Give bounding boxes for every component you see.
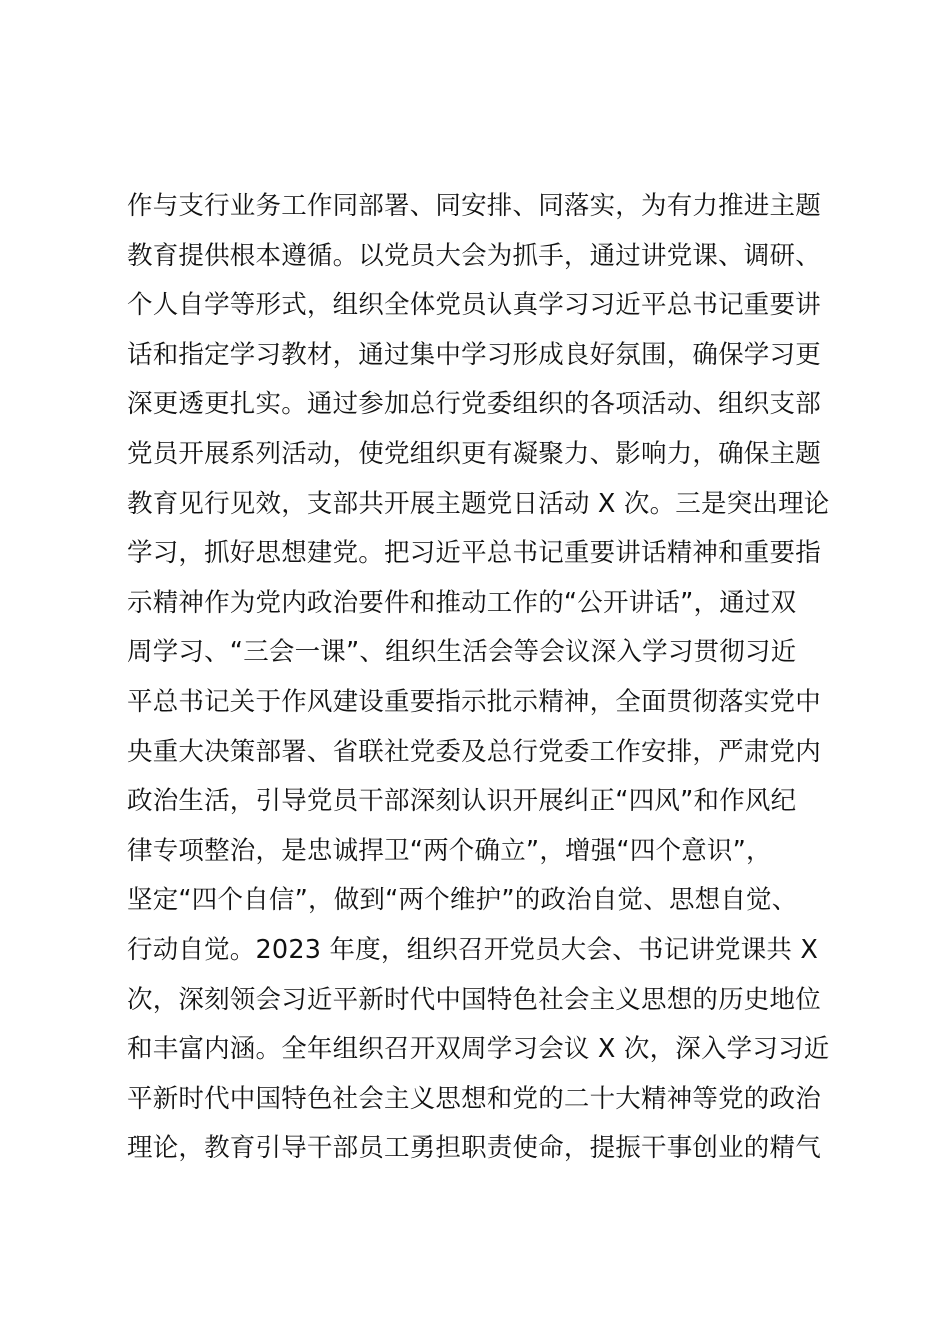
text-line-8: 学习，抓好思想建党。把习近平总书记重要讲话精神和重要指 — [127, 538, 821, 569]
text-line-2: 教育提供根本遵循。以党员大会为抓手，通过讲党课、调研、 — [127, 240, 821, 271]
text-line-3: 个人自学等形式，组织全体党员认真学习习近平总书记重要讲 — [127, 290, 821, 321]
text-line-7: 教育见行见效，支部共开展主题党日活动 X 次。三是突出理论 — [127, 488, 830, 519]
text-line-9: 示精神作为党内政治要件和推动工作的“公开讲话”，通过双 — [127, 587, 797, 618]
text-line-19: 平新时代中国特色社会主义思想和党的二十大精神等党的政治 — [127, 1083, 821, 1114]
text-line-16: 行动自觉。2023 年度，组织召开党员大会、书记讲党课共 X — [127, 934, 819, 965]
text-line-11: 平总书记关于作风建设重要指示批示精神，全面贯彻落实党中 — [127, 686, 821, 717]
text-line-4: 话和指定学习教材，通过集中学习形成良好氛围，确保学习更 — [127, 339, 821, 370]
text-line-15: 坚定“四个自信”，做到“两个维护”的政治自觉、思想自觉、 — [127, 885, 798, 916]
text-line-17: 次，深刻领会习近平新时代中国特色社会主义思想的历史地位 — [127, 984, 821, 1015]
text-line-1: 作与支行业务工作同部署、同安排、同落实，为有力推进主题 — [127, 191, 821, 221]
text-line-10: 周学习、“三会一课”、组织生活会等会议深入学习贯彻习近 — [127, 637, 797, 668]
text-line-5: 深更透更扎实。通过参加总行党委组织的各项活动、组织支部 — [127, 389, 821, 420]
text-line-13: 政治生活，引导党员干部深刻认识开展纠正“四风”和作风纪 — [127, 786, 797, 817]
body-paragraph — [127, 182, 847, 1174]
text-line-6: 党员开展系列活动，使党组织更有凝聚力、影响力，确保主题 — [127, 438, 821, 469]
text-line-12: 央重大决策部署、省联社党委及总行党委工作安排，严肃党内 — [127, 736, 821, 767]
text-line-20: 理论，教育引导干部员工勇担职责使命，提振干事创业的精气 — [127, 1133, 821, 1164]
text-line-14: 律专项整治，是忠诚捍卫“两个确立”，增强“四个意识”， — [127, 835, 772, 866]
text-line-18: 和丰富内涵。全年组织召开双周学习会议 X 次，深入学习习近 — [127, 1034, 830, 1065]
